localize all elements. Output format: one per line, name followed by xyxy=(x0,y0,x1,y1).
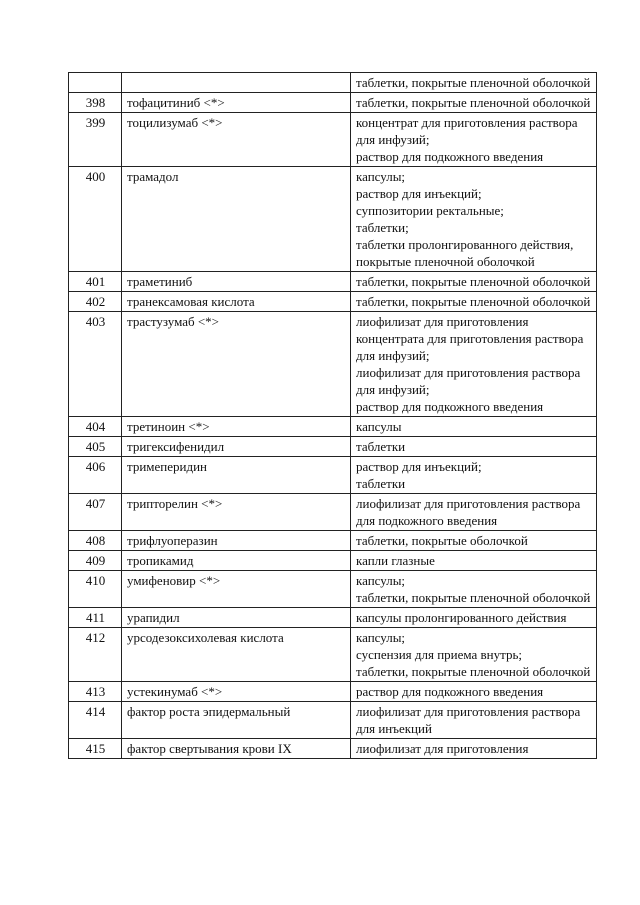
dosage-form: капсулы xyxy=(356,419,402,434)
table-row xyxy=(69,531,597,551)
dosage-form: таблетки xyxy=(356,439,406,454)
dosage-form: таблетки, покрытые пленочной оболочкой xyxy=(356,75,591,90)
dosage-form: лиофилизат для приготовления xyxy=(356,741,529,756)
dosage-forms xyxy=(351,93,597,113)
table-row xyxy=(69,494,597,531)
row-number: 413 xyxy=(69,682,122,702)
table-row xyxy=(69,702,597,739)
drug-name: тропикамид xyxy=(122,551,351,571)
row-number: 403 xyxy=(69,312,122,417)
dosage-forms xyxy=(351,167,597,272)
dosage-forms xyxy=(351,457,597,494)
row-number: 409 xyxy=(69,551,122,571)
table-row xyxy=(69,551,597,571)
row-number: 408 xyxy=(69,531,122,551)
drug-name: устекинумаб <*> xyxy=(122,682,351,702)
dosage-form: раствор для инъекций; xyxy=(356,459,482,474)
drug-name: трифлуоперазин xyxy=(122,531,351,551)
dosage-form: таблетки, покрытые пленочной оболочкой xyxy=(356,95,591,110)
dosage-form: таблетки, покрытые пленочной оболочкой xyxy=(356,664,591,679)
dosage-forms xyxy=(351,571,597,608)
dosage-form: таблетки, покрытые пленочной оболочкой xyxy=(356,294,591,309)
dosage-forms xyxy=(351,292,597,312)
row-number: 401 xyxy=(69,272,122,292)
table-row xyxy=(69,167,597,272)
row-number: 414 xyxy=(69,702,122,739)
dosage-form: капли глазные xyxy=(356,553,435,568)
dosage-form: раствор для инъекций; xyxy=(356,186,482,201)
table-row xyxy=(69,292,597,312)
table-row xyxy=(69,682,597,702)
dosage-form: капсулы; xyxy=(356,573,406,588)
dosage-form: концентрат для приготовления раствора для инфузий; xyxy=(356,115,578,147)
table-row xyxy=(69,628,597,682)
dosage-form: раствор для подкожного введения xyxy=(356,149,544,164)
drug-name: тофацитиниб <*> xyxy=(122,93,351,113)
row-number: 399 xyxy=(69,113,122,167)
table-row xyxy=(69,73,597,93)
dosage-forms xyxy=(351,531,597,551)
row-number: 410 xyxy=(69,571,122,608)
drug-name: транексамовая кислота xyxy=(122,292,351,312)
dosage-form: таблетки, покрытые оболочкой xyxy=(356,533,528,548)
dosage-form: суспензия для приема внутрь; xyxy=(356,647,523,662)
row-number: 400 xyxy=(69,167,122,272)
dosage-forms xyxy=(351,739,597,759)
dosage-forms xyxy=(351,494,597,531)
dosage-forms xyxy=(351,437,597,457)
table-row xyxy=(69,608,597,628)
dosage-form: лиофилизат для приготовления раствора для инфузий; xyxy=(356,365,581,397)
row-number: 415 xyxy=(69,739,122,759)
drug-name: урапидил xyxy=(122,608,351,628)
dosage-forms xyxy=(351,312,597,417)
table-row xyxy=(69,457,597,494)
dosage-form: таблетки пролонгированного действия, покрытые пленочной оболочкой xyxy=(356,237,574,269)
row-number xyxy=(69,73,122,93)
drug-name: фактор роста эпидермальный xyxy=(122,702,351,739)
dosage-form: лиофилизат для приготовления раствора для инъекций xyxy=(356,704,581,736)
row-number: 405 xyxy=(69,437,122,457)
table-row xyxy=(69,312,597,417)
drug-table xyxy=(68,72,597,759)
dosage-forms xyxy=(351,702,597,739)
row-number: 402 xyxy=(69,292,122,312)
row-number: 407 xyxy=(69,494,122,531)
dosage-forms xyxy=(351,73,597,93)
dosage-form: раствор для подкожного введения xyxy=(356,684,544,699)
drug-name: тримеперидин xyxy=(122,457,351,494)
row-number: 398 xyxy=(69,93,122,113)
table-row xyxy=(69,739,597,759)
row-number: 411 xyxy=(69,608,122,628)
drug-name: трипторелин <*> xyxy=(122,494,351,531)
dosage-form: таблетки; xyxy=(356,220,409,235)
dosage-form: капсулы пролонгированного действия xyxy=(356,610,567,625)
dosage-form: суппозитории ректальные; xyxy=(356,203,504,218)
drug-name: трастузумаб <*> xyxy=(122,312,351,417)
dosage-forms xyxy=(351,417,597,437)
dosage-form: капсулы; xyxy=(356,630,406,645)
dosage-form: лиофилизат для приготовления концентрата для приготовления раствора для инфузий; xyxy=(356,314,584,363)
drug-name: урсодезоксихолевая кислота xyxy=(122,628,351,682)
table-row xyxy=(69,93,597,113)
dosage-forms xyxy=(351,608,597,628)
dosage-form: капсулы; xyxy=(356,169,406,184)
table-row xyxy=(69,437,597,457)
dosage-form: таблетки, покрытые пленочной оболочкой xyxy=(356,274,591,289)
table-row xyxy=(69,272,597,292)
dosage-forms xyxy=(351,551,597,571)
dosage-forms xyxy=(351,682,597,702)
drug-name: третиноин <*> xyxy=(122,417,351,437)
row-number: 412 xyxy=(69,628,122,682)
dosage-form: лиофилизат для приготовления раствора для подкожного введения xyxy=(356,496,581,528)
table-row xyxy=(69,417,597,437)
drug-name xyxy=(122,73,351,93)
drug-name: трамадол xyxy=(122,167,351,272)
dosage-form: раствор для подкожного введения xyxy=(356,399,544,414)
dosage-form: таблетки xyxy=(356,476,406,491)
drug-name: фактор свертывания крови IX xyxy=(122,739,351,759)
dosage-forms xyxy=(351,113,597,167)
drug-name: тоцилизумаб <*> xyxy=(122,113,351,167)
drug-name: тригексифенидил xyxy=(122,437,351,457)
row-number: 404 xyxy=(69,417,122,437)
dosage-form: таблетки, покрытые пленочной оболочкой xyxy=(356,590,591,605)
row-number: 406 xyxy=(69,457,122,494)
dosage-forms xyxy=(351,272,597,292)
dosage-forms xyxy=(351,628,597,682)
drug-table-body xyxy=(69,73,597,759)
table-row xyxy=(69,113,597,167)
table-row xyxy=(69,571,597,608)
drug-name: умифеновир <*> xyxy=(122,571,351,608)
drug-name: траметиниб xyxy=(122,272,351,292)
